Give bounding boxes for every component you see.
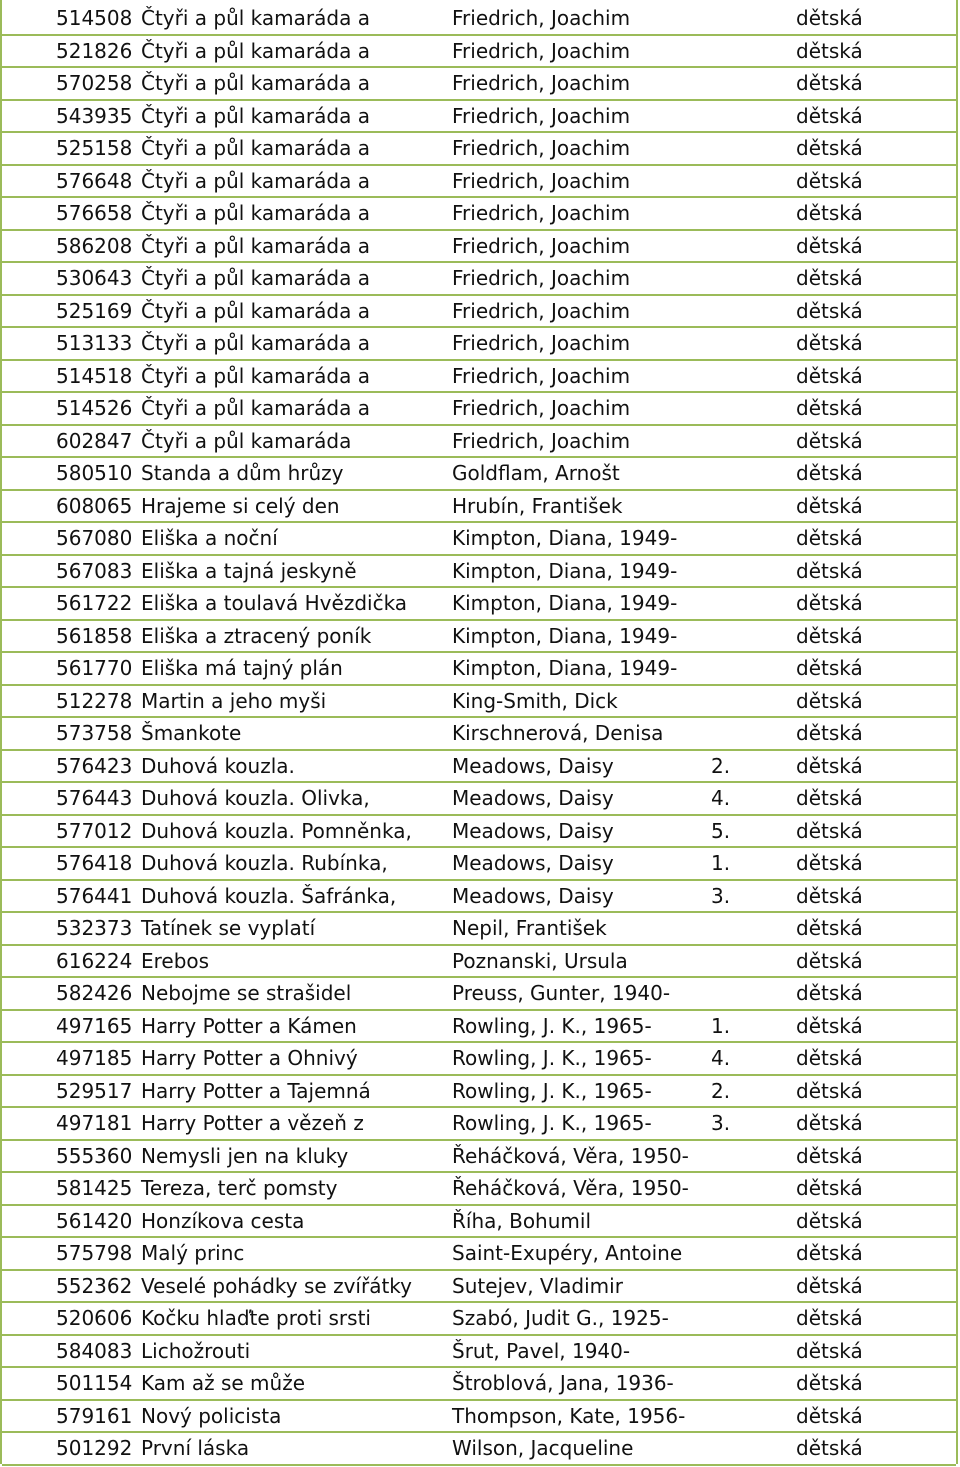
book-id-cell: 501154 — [2, 1367, 139, 1400]
book-id-cell: 576418 — [2, 847, 139, 880]
author-cell: Friedrich, Joachim — [450, 67, 709, 100]
book-id-cell: 567080 — [2, 522, 139, 555]
volume-cell — [709, 685, 794, 718]
volume-cell — [709, 555, 794, 588]
category-cell: dětská — [794, 360, 956, 393]
category-cell: dětská — [794, 262, 956, 295]
book-id-cell: 576443 — [2, 782, 139, 815]
book-title-cell: Eliška a noční — [139, 522, 450, 555]
author-cell: Friedrich, Joachim — [450, 262, 709, 295]
table-row — [2, 652, 956, 685]
book-id-cell: 577012 — [2, 815, 139, 848]
category-cell: dětská — [794, 522, 956, 555]
table-row — [2, 782, 956, 815]
book-title-cell: Čtyři a půl kamaráda a — [139, 197, 450, 230]
table-row — [2, 522, 956, 555]
book-id-cell: 497165 — [2, 1010, 139, 1043]
category-cell: dětská — [794, 1042, 956, 1075]
book-id-cell: 525169 — [2, 295, 139, 328]
book-id-cell: 586208 — [2, 230, 139, 263]
volume-cell — [709, 392, 794, 425]
table-row — [2, 230, 956, 263]
table-row — [2, 847, 956, 880]
table-row — [2, 295, 956, 328]
volume-cell — [709, 230, 794, 263]
table-row — [2, 1367, 956, 1400]
table-row — [2, 392, 956, 425]
book-title-cell: Čtyři a půl kamaráda — [139, 425, 450, 458]
book-title-cell: Čtyři a půl kamaráda a — [139, 327, 450, 360]
category-cell: dětská — [794, 652, 956, 685]
book-id-cell: 570258 — [2, 67, 139, 100]
author-cell: Friedrich, Joachim — [450, 35, 709, 68]
book-id-cell: 584083 — [2, 1335, 139, 1368]
category-cell: dětská — [794, 67, 956, 100]
book-title-cell: Nový policista — [139, 1400, 450, 1433]
book-title-cell: Veselé pohádky se zvířátky — [139, 1270, 450, 1303]
table-row — [2, 1075, 956, 1108]
book-id-cell: 561770 — [2, 652, 139, 685]
book-id-cell: 576423 — [2, 750, 139, 783]
author-cell: Řeháčková, Věra, 1950- — [450, 1172, 709, 1205]
table-row — [2, 165, 956, 198]
category-cell: dětská — [794, 230, 956, 263]
category-cell: dětská — [794, 977, 956, 1010]
category-cell: dětská — [794, 1010, 956, 1043]
volume-cell — [709, 295, 794, 328]
volume-cell — [709, 620, 794, 653]
category-cell: dětská — [794, 295, 956, 328]
book-id-cell: 513133 — [2, 327, 139, 360]
book-title-cell: Martin a jeho myši — [139, 685, 450, 718]
category-cell: dětská — [794, 1075, 956, 1108]
volume-cell — [709, 1172, 794, 1205]
author-cell: Wilson, Jacqueline — [450, 1432, 709, 1465]
book-title-cell: Čtyři a půl kamaráda a — [139, 3, 450, 35]
author-cell: Rowling, J. K., 1965- — [450, 1010, 709, 1043]
author-cell: Friedrich, Joachim — [450, 100, 709, 133]
book-title-cell: Lichožrouti — [139, 1335, 450, 1368]
author-cell: Říha, Bohumil — [450, 1205, 709, 1238]
volume-cell — [709, 35, 794, 68]
table-row — [2, 555, 956, 588]
category-cell: dětská — [794, 392, 956, 425]
category-cell: dětská — [794, 1172, 956, 1205]
category-cell: dětská — [794, 1237, 956, 1270]
volume-cell: 2. — [709, 750, 794, 783]
category-cell: dětská — [794, 457, 956, 490]
author-cell: Friedrich, Joachim — [450, 165, 709, 198]
table-row — [2, 457, 956, 490]
book-id-cell: 514508 — [2, 3, 139, 35]
category-cell: dětská — [794, 1302, 956, 1335]
author-cell: Thompson, Kate, 1956- — [450, 1400, 709, 1433]
book-title-cell: Duhová kouzla. Pomněnka, — [139, 815, 450, 848]
book-title-cell: Čtyři a půl kamaráda a — [139, 67, 450, 100]
author-cell: Kimpton, Diana, 1949- — [450, 587, 709, 620]
book-title-cell: Eliška a ztracený poník — [139, 620, 450, 653]
category-cell: dětská — [794, 1107, 956, 1140]
book-id-cell: 608065 — [2, 490, 139, 523]
volume-cell: 4. — [709, 1042, 794, 1075]
category-cell: dětská — [794, 490, 956, 523]
table-row — [2, 880, 956, 913]
category-cell: dětská — [794, 1140, 956, 1173]
volume-cell — [709, 522, 794, 555]
table-row — [2, 1010, 956, 1043]
book-id-cell: 561722 — [2, 587, 139, 620]
table-row — [2, 587, 956, 620]
book-id-cell: 579161 — [2, 1400, 139, 1433]
book-title-cell: Harry Potter a Ohnivý — [139, 1042, 450, 1075]
author-cell: Meadows, Daisy — [450, 815, 709, 848]
book-id-cell: 576648 — [2, 165, 139, 198]
volume-cell — [709, 3, 794, 35]
volume-cell: 2. — [709, 1075, 794, 1108]
book-title-cell: Čtyři a půl kamaráda a — [139, 230, 450, 263]
table-row — [2, 360, 956, 393]
volume-cell — [709, 197, 794, 230]
author-cell: Řeháčková, Věra, 1950- — [450, 1140, 709, 1173]
volume-cell — [709, 1302, 794, 1335]
category-cell: dětská — [794, 100, 956, 133]
table-row — [2, 262, 956, 295]
category-cell: dětská — [794, 3, 956, 35]
book-id-cell: 529517 — [2, 1075, 139, 1108]
volume-cell — [709, 100, 794, 133]
category-cell: dětská — [794, 327, 956, 360]
book-title-cell: Tatínek se vyplatí — [139, 912, 450, 945]
volume-cell — [709, 945, 794, 978]
volume-cell — [709, 1367, 794, 1400]
book-list-body — [2, 3, 956, 1465]
volume-cell: 1. — [709, 1010, 794, 1043]
book-title-cell: Harry Potter a Tajemná — [139, 1075, 450, 1108]
volume-cell: 3. — [709, 880, 794, 913]
table-row — [2, 815, 956, 848]
author-cell: Friedrich, Joachim — [450, 327, 709, 360]
volume-cell — [709, 977, 794, 1010]
volume-cell — [709, 1140, 794, 1173]
volume-cell — [709, 1335, 794, 1368]
book-id-cell: 520606 — [2, 1302, 139, 1335]
category-cell: dětská — [794, 815, 956, 848]
table-row — [2, 132, 956, 165]
category-cell: dětská — [794, 555, 956, 588]
volume-cell — [709, 1237, 794, 1270]
category-cell: dětská — [794, 717, 956, 750]
table-row — [2, 3, 956, 35]
volume-cell — [709, 490, 794, 523]
book-title-cell: Duhová kouzla. Olivka, — [139, 782, 450, 815]
book-list-table — [2, 3, 956, 1466]
category-cell: dětská — [794, 35, 956, 68]
category-cell: dětská — [794, 132, 956, 165]
volume-cell — [709, 912, 794, 945]
author-cell: Meadows, Daisy — [450, 847, 709, 880]
volume-cell — [709, 1270, 794, 1303]
table-row — [2, 100, 956, 133]
category-cell: dětská — [794, 587, 956, 620]
category-cell: dětská — [794, 1432, 956, 1465]
table-row — [2, 750, 956, 783]
volume-cell — [709, 67, 794, 100]
book-title-cell: Honzíkova cesta — [139, 1205, 450, 1238]
book-title-cell: Eliška a tajná jeskyně — [139, 555, 450, 588]
book-title-cell: Harry Potter a Kámen — [139, 1010, 450, 1043]
volume-cell — [709, 360, 794, 393]
author-cell: Friedrich, Joachim — [450, 360, 709, 393]
category-cell: dětská — [794, 425, 956, 458]
author-cell: Friedrich, Joachim — [450, 3, 709, 35]
category-cell: dětská — [794, 945, 956, 978]
book-title-cell: Šmankote — [139, 717, 450, 750]
author-cell: Meadows, Daisy — [450, 880, 709, 913]
category-cell: dětská — [794, 1205, 956, 1238]
book-id-cell: 602847 — [2, 425, 139, 458]
book-title-cell: Čtyři a půl kamaráda a — [139, 165, 450, 198]
table-row — [2, 425, 956, 458]
table-row — [2, 1270, 956, 1303]
author-cell: Kimpton, Diana, 1949- — [450, 555, 709, 588]
book-title-cell: Nebojme se strašidel — [139, 977, 450, 1010]
category-cell: dětská — [794, 1270, 956, 1303]
table-row — [2, 1432, 956, 1465]
author-cell: Goldflam, Arnošt — [450, 457, 709, 490]
author-cell: Preuss, Gunter, 1940- — [450, 977, 709, 1010]
volume-cell — [709, 262, 794, 295]
table-row — [2, 1042, 956, 1075]
author-cell: Kimpton, Diana, 1949- — [450, 522, 709, 555]
book-id-cell: 576441 — [2, 880, 139, 913]
book-id-cell: 576658 — [2, 197, 139, 230]
book-title-cell: Tereza, terč pomsty — [139, 1172, 450, 1205]
category-cell: dětská — [794, 750, 956, 783]
author-cell: Friedrich, Joachim — [450, 230, 709, 263]
book-title-cell: Duhová kouzla. Rubínka, — [139, 847, 450, 880]
book-id-cell: 582426 — [2, 977, 139, 1010]
book-id-cell: 616224 — [2, 945, 139, 978]
author-cell: Kimpton, Diana, 1949- — [450, 620, 709, 653]
table-row — [2, 620, 956, 653]
volume-cell — [709, 1400, 794, 1433]
book-id-cell: 512278 — [2, 685, 139, 718]
category-cell: dětská — [794, 685, 956, 718]
category-cell: dětská — [794, 880, 956, 913]
book-id-cell: 514526 — [2, 392, 139, 425]
author-cell: Šrut, Pavel, 1940- — [450, 1335, 709, 1368]
volume-cell: 5. — [709, 815, 794, 848]
author-cell: Kirschnerová, Denisa — [450, 717, 709, 750]
author-cell: Nepil, František — [450, 912, 709, 945]
book-title-cell: Čtyři a půl kamaráda a — [139, 262, 450, 295]
category-cell: dětská — [794, 847, 956, 880]
table-row — [2, 945, 956, 978]
table-row — [2, 1302, 956, 1335]
table-row — [2, 1335, 956, 1368]
book-id-cell: 514518 — [2, 360, 139, 393]
table-row — [2, 1140, 956, 1173]
book-id-cell: 497181 — [2, 1107, 139, 1140]
table-row — [2, 977, 956, 1010]
author-cell: Meadows, Daisy — [450, 782, 709, 815]
volume-cell — [709, 132, 794, 165]
volume-cell — [709, 587, 794, 620]
table-row — [2, 717, 956, 750]
table-row — [2, 1237, 956, 1270]
category-cell: dětská — [794, 782, 956, 815]
book-id-cell: 580510 — [2, 457, 139, 490]
volume-cell — [709, 165, 794, 198]
book-title-cell: Duhová kouzla. Šafránka, — [139, 880, 450, 913]
book-title-cell: Čtyři a půl kamaráda a — [139, 392, 450, 425]
author-cell: Hrubín, František — [450, 490, 709, 523]
book-title-cell: Čtyři a půl kamaráda a — [139, 295, 450, 328]
table-row — [2, 1107, 956, 1140]
category-cell: dětská — [794, 620, 956, 653]
volume-cell: 1. — [709, 847, 794, 880]
book-title-cell: Malý princ — [139, 1237, 450, 1270]
table-row — [2, 197, 956, 230]
table-row — [2, 67, 956, 100]
author-cell: Rowling, J. K., 1965- — [450, 1107, 709, 1140]
category-cell: dětská — [794, 1335, 956, 1368]
category-cell: dětská — [794, 912, 956, 945]
book-id-cell: 532373 — [2, 912, 139, 945]
author-cell: Friedrich, Joachim — [450, 425, 709, 458]
book-id-cell: 561858 — [2, 620, 139, 653]
book-title-cell: První láska — [139, 1432, 450, 1465]
book-title-cell: Standa a dům hrůzy — [139, 457, 450, 490]
book-title-cell: Eliška má tajný plán — [139, 652, 450, 685]
author-cell: Friedrich, Joachim — [450, 197, 709, 230]
book-id-cell: 573758 — [2, 717, 139, 750]
author-cell: Friedrich, Joachim — [450, 132, 709, 165]
volume-cell — [709, 717, 794, 750]
volume-cell: 3. — [709, 1107, 794, 1140]
book-id-cell: 543935 — [2, 100, 139, 133]
volume-cell — [709, 425, 794, 458]
book-title-cell: Čtyři a půl kamaráda a — [139, 100, 450, 133]
author-cell: Meadows, Daisy — [450, 750, 709, 783]
author-cell: King-Smith, Dick — [450, 685, 709, 718]
author-cell: Sutejev, Vladimir — [450, 1270, 709, 1303]
volume-cell — [709, 457, 794, 490]
author-cell: Szabó, Judit G., 1925- — [450, 1302, 709, 1335]
table-row — [2, 1205, 956, 1238]
volume-cell — [709, 652, 794, 685]
book-title-cell: Harry Potter a vězeň z — [139, 1107, 450, 1140]
table-row — [2, 327, 956, 360]
author-cell: Poznanski, Ursula — [450, 945, 709, 978]
book-id-cell: 555360 — [2, 1140, 139, 1173]
category-cell: dětská — [794, 197, 956, 230]
book-title-cell: Hrajeme si celý den — [139, 490, 450, 523]
book-title-cell: Čtyři a půl kamaráda a — [139, 360, 450, 393]
table-row — [2, 685, 956, 718]
table-row — [2, 35, 956, 68]
author-cell: Štroblová, Jana, 1936- — [450, 1367, 709, 1400]
book-title-cell: Eliška a toulavá Hvězdička — [139, 587, 450, 620]
book-title-cell: Erebos — [139, 945, 450, 978]
book-id-cell: 521826 — [2, 35, 139, 68]
book-id-cell: 567083 — [2, 555, 139, 588]
book-title-cell: Nemysli jen na kluky — [139, 1140, 450, 1173]
book-title-cell: Kam až se může — [139, 1367, 450, 1400]
table-row — [2, 912, 956, 945]
author-cell: Kimpton, Diana, 1949- — [450, 652, 709, 685]
book-id-cell: 552362 — [2, 1270, 139, 1303]
category-cell: dětská — [794, 165, 956, 198]
author-cell: Rowling, J. K., 1965- — [450, 1075, 709, 1108]
book-title-cell: Čtyři a půl kamaráda a — [139, 35, 450, 68]
book-id-cell: 501292 — [2, 1432, 139, 1465]
author-cell: Saint-Exupéry, Antoine — [450, 1237, 709, 1270]
volume-cell — [709, 1205, 794, 1238]
category-cell: dětská — [794, 1367, 956, 1400]
volume-cell: 4. — [709, 782, 794, 815]
table-row — [2, 1172, 956, 1205]
book-title-cell: Duhová kouzla. — [139, 750, 450, 783]
book-id-cell: 525158 — [2, 132, 139, 165]
author-cell: Friedrich, Joachim — [450, 295, 709, 328]
table-row — [2, 490, 956, 523]
author-cell: Friedrich, Joachim — [450, 392, 709, 425]
volume-cell — [709, 1432, 794, 1465]
book-id-cell: 561420 — [2, 1205, 139, 1238]
book-id-cell: 530643 — [2, 262, 139, 295]
volume-cell — [709, 327, 794, 360]
category-cell: dětská — [794, 1400, 956, 1433]
book-id-cell: 575798 — [2, 1237, 139, 1270]
table-row — [2, 1400, 956, 1433]
book-id-cell: 497185 — [2, 1042, 139, 1075]
book-title-cell: Čtyři a půl kamaráda a — [139, 132, 450, 165]
author-cell: Rowling, J. K., 1965- — [450, 1042, 709, 1075]
book-id-cell: 581425 — [2, 1172, 139, 1205]
book-title-cell: Kočku hlaďte proti srsti — [139, 1302, 450, 1335]
